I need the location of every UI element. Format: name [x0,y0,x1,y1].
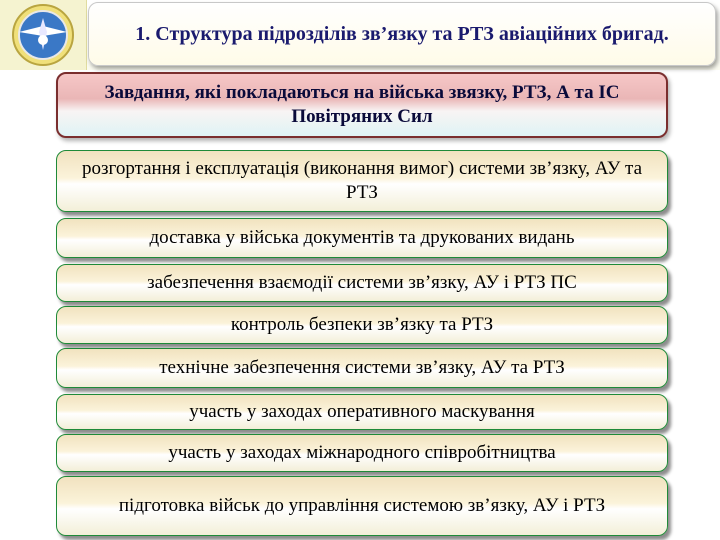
task-item: розгортання і експлуатація (виконання вимог) системи зв’язку, АУ та РТЗ [56,150,668,212]
task-item: участь у заходах оперативного маскування [56,394,668,430]
task-item: технічне забезпечення системи зв’язку, АУ та РТЗ [56,348,668,388]
tasks-heading: Завдання, які покладаються на війська звязку, РТЗ, А та ІС Повітряних Сил [56,72,668,138]
emblem-icon [6,2,80,68]
page-title: 1. Структура підрозділів зв’язку та РТЗ авіаційних бригад. [88,2,716,66]
task-item: забезпечення взаємодії системи зв’язку, АУ і РТЗ ПС [56,264,668,302]
task-item: доставка у війська документів та друкованих видань [56,218,668,258]
task-item: підготовка військ до управління системою зв’язку, АУ і РТЗ [56,476,668,536]
logo [0,0,87,70]
task-item: контроль безпеки зв’язку та РТЗ [56,306,668,344]
task-item: участь у заходах міжнародного співробітництва [56,434,668,472]
